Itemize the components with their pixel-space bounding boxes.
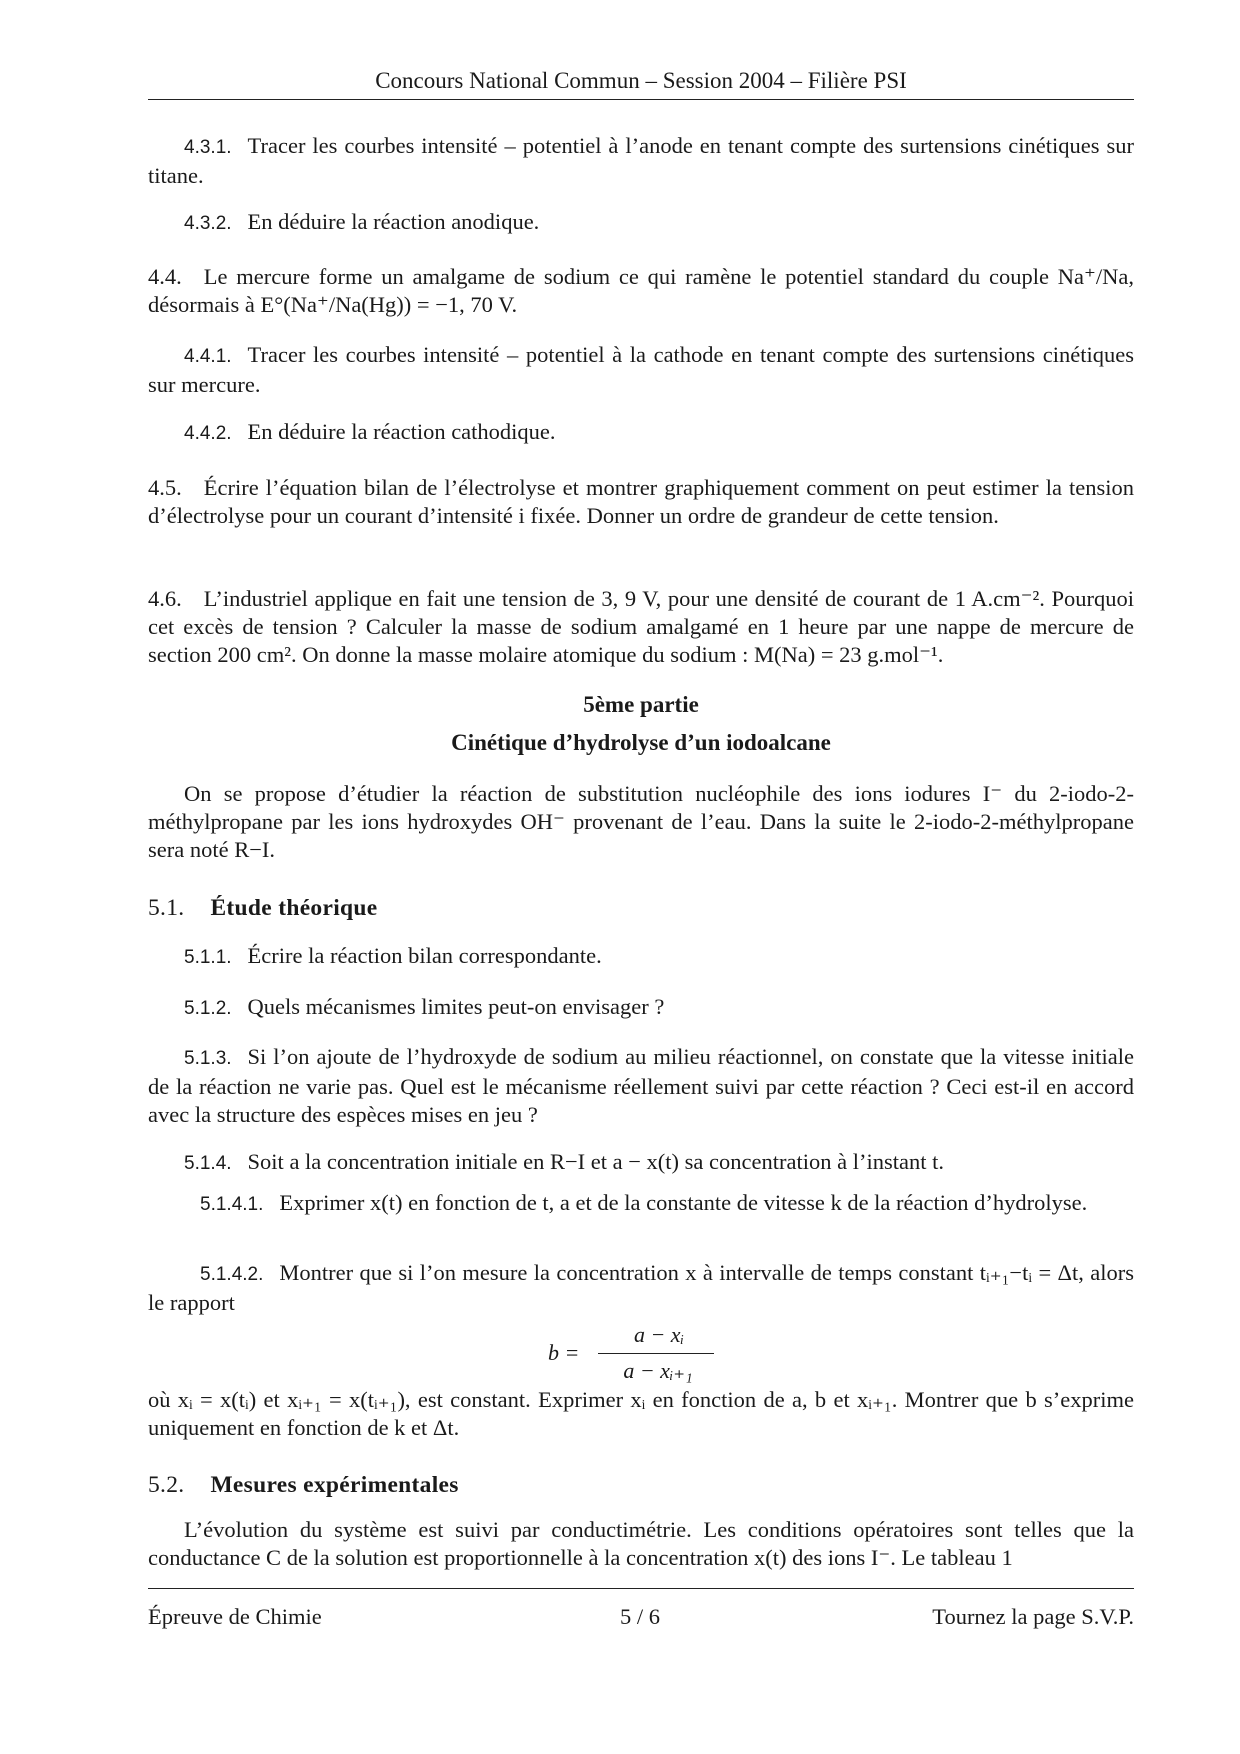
question-4-4-1	[148, 341, 1134, 399]
question-text: Tracer les courbes intensité – potentiel à la cathode en tenant compte des surtensions cinétiques sur mercure.	[148, 342, 1134, 397]
section-5-2-title	[148, 1472, 1134, 1499]
question-text: En déduire la réaction cathodique.	[247, 419, 556, 444]
page-number: 5 / 6	[619, 1604, 660, 1629]
question-4-4-2	[148, 418, 1134, 448]
question-number: 5.1.1.	[184, 947, 232, 968]
section-number: 5.2.	[148, 1472, 185, 1498]
question-text: Montrer que si l’on mesure la concentration x à intervalle de temps constant tᵢ₊₁−tᵢ = Δt, alors le rapport	[148, 1260, 1134, 1315]
question-text: L’industriel applique en fait une tension de 3, 9 V, pour une densité de courant de 1 A.cm⁻². Pourquoi cet excès de tension ? Calculer la masse de sodium amalgamé en 1 heure par une nappe de mercure de section 200 cm². On donne la masse molaire atomique du sodium : M(Na) = 23 g.mol⁻¹.	[148, 586, 1134, 667]
question-number: 5.1.4.	[184, 1153, 232, 1174]
formula-numerator: a − xᵢ	[633, 1322, 685, 1347]
header-rule	[148, 99, 1134, 100]
question-text: Le mercure forme un amalgame de sodium ce qui ramène le potentiel standard du couple Na⁺/Na, désormais à E°(Na⁺/Na(Hg)) = −1, 70 V.	[148, 264, 1134, 317]
question-5-1-4-2-continued: où xᵢ = x(tᵢ) et xᵢ₊₁ = x(tᵢ₊₁), est constant. Exprimer xᵢ en fonction de a, b et xᵢ₊₁. Montrer que b s’exprime uniquement en fonction de k et Δt.	[148, 1387, 1134, 1440]
question-4-3-2	[148, 208, 1134, 238]
question-number: 5.1.2.	[184, 998, 232, 1019]
fraction-bar	[598, 1353, 714, 1354]
question-text: Exprimer x(t) en fonction de t, a et de la constante de vitesse k de la réaction d’hydrolyse.	[279, 1190, 1088, 1215]
question-5-1-2	[148, 993, 1134, 1023]
question-4-6	[148, 585, 1134, 669]
question-number: 4.4.1.	[184, 346, 232, 367]
question-number: 5.1.4.1.	[200, 1194, 264, 1215]
question-number: 5.1.4.2.	[200, 1264, 264, 1285]
page-header: Concours National Commun – Session 2004 – Filière PSI	[375, 68, 907, 93]
section-5-1-title	[148, 895, 1134, 922]
question-text: Écrire la réaction bilan correspondante.	[247, 943, 602, 968]
footer-left: Épreuve de Chimie	[148, 1604, 322, 1629]
question-number: 4.4.2.	[184, 423, 232, 444]
question-number: 5.1.3.	[184, 1048, 232, 1069]
question-5-1-4	[148, 1148, 1134, 1178]
question-text: Tracer les courbes intensité – potentiel à l’anode en tenant compte des surtensions cinétiques sur titane.	[148, 133, 1134, 188]
question-number: 4.4.	[148, 264, 182, 289]
question-number: 4.3.1.	[184, 137, 232, 158]
part-heading: 5ème partie	[583, 692, 699, 717]
question-5-1-1	[148, 942, 1134, 972]
question-5-1-3	[148, 1043, 1134, 1129]
section-title-text: Mesures expérimentales	[210, 1472, 459, 1498]
footer-rule	[148, 1588, 1134, 1589]
question-text: Si l’on ajoute de l’hydroxyde de sodium au milieu réactionnel, on constate que la vitesse initiale de la réaction ne varie pas. Quel est le mécanisme réellement suivi par cette réaction ? Ceci est-il en accord avec la structure des espèces mises en jeu ?	[148, 1044, 1134, 1127]
question-text: En déduire la réaction anodique.	[247, 209, 540, 234]
question-5-1-4-1	[148, 1189, 1134, 1219]
question-text: Écrire l’équation bilan de l’électrolyse et montrer graphiquement comment on peut estimer la tension d’électrolyse pour un courant d’intensité i fixée. Donner un ordre de grandeur de cette tension.	[148, 475, 1134, 528]
formula-lhs: b =	[548, 1340, 580, 1365]
question-4-4	[148, 263, 1134, 319]
question-text: Quels mécanismes limites peut-on envisager ?	[247, 994, 665, 1019]
question-5-1-4-2	[148, 1259, 1134, 1317]
part-5-intro: On se propose d’étudier la réaction de substitution nucléophile des ions iodures I⁻ du 2-iodo-2-méthylpropane par les ions hydroxydes OH⁻ provenant de l’eau. Dans la suite le 2-iodo-2-méthylpropane sera noté R−I.	[148, 781, 1134, 862]
section-5-2-intro: L’évolution du système est suivi par conductimétrie. Les conditions opératoires sont telles que la conductance C de la solution est proportionnelle à la concentration x(t) des ions I⁻. Le tableau 1	[148, 1517, 1134, 1570]
question-4-3-1	[148, 132, 1134, 190]
section-number: 5.1.	[148, 895, 185, 921]
ratio-formula	[548, 1322, 748, 1386]
question-number: 4.6.	[148, 586, 182, 611]
part-title: Cinétique d’hydrolyse d’un iodoalcane	[451, 730, 831, 755]
question-number: 4.3.2.	[184, 213, 232, 234]
section-title-text: Étude théorique	[210, 895, 378, 921]
question-number: 4.5.	[148, 475, 182, 500]
question-text: Soit a la concentration initiale en R−I et a − x(t) sa concentration à l’instant t.	[247, 1149, 944, 1174]
question-4-5	[148, 474, 1134, 530]
formula-denominator: a − xᵢ₊₁	[623, 1358, 693, 1383]
footer-right: Tournez la page S.V.P.	[932, 1604, 1134, 1629]
